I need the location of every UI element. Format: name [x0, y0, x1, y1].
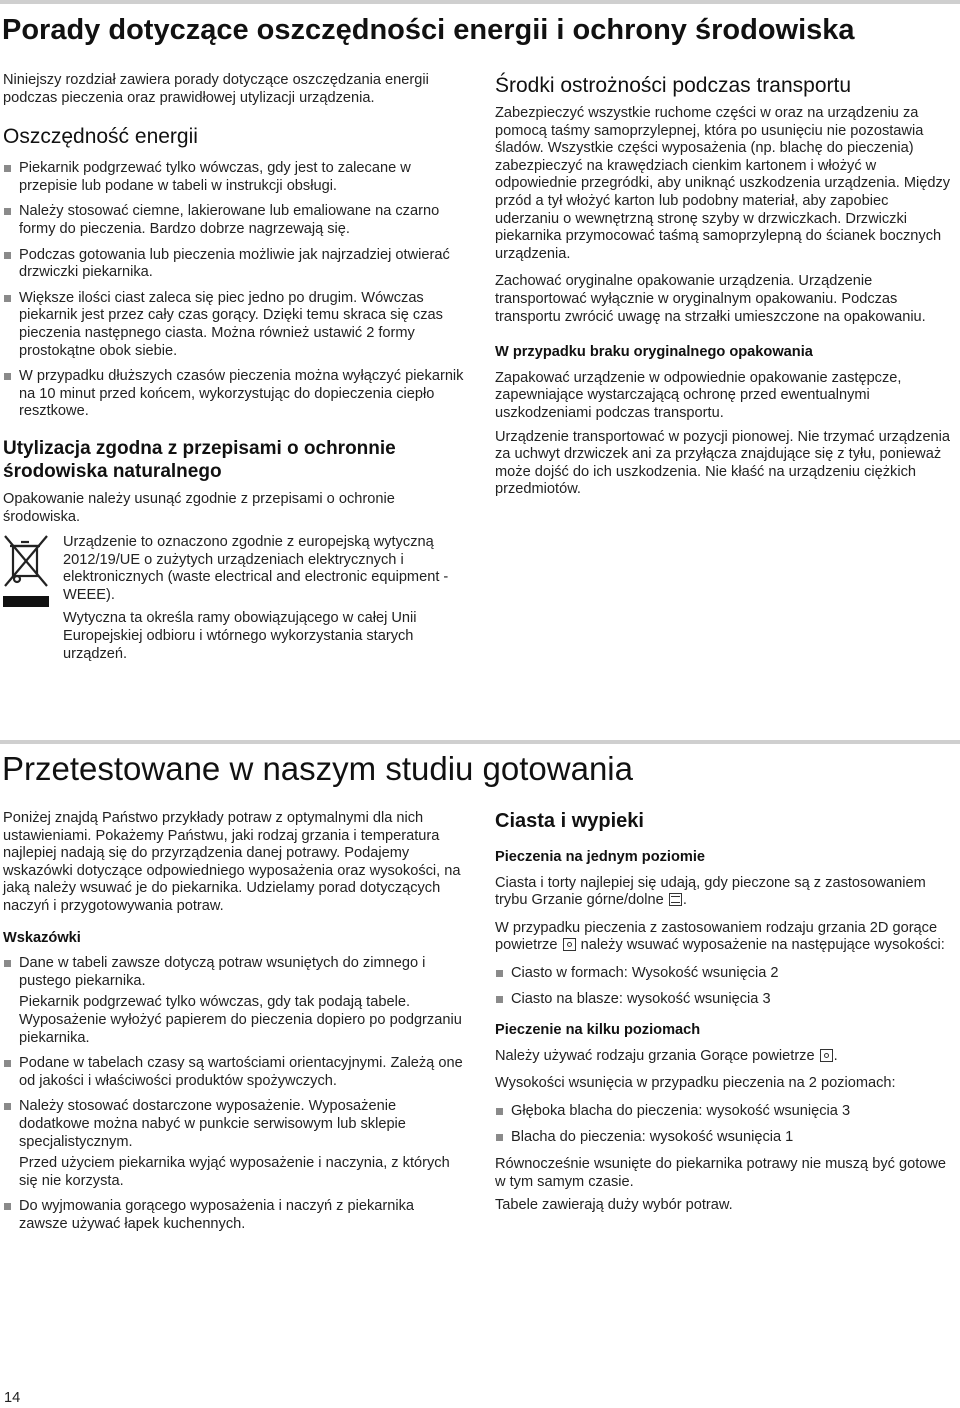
list-item: Należy stosować ciemne, lakierowane lub emaliowane na czarno formy do pieczenia. Bardzo dobrze nagrzewają się. [3, 203, 465, 238]
bullet-square-icon [4, 960, 11, 967]
heading-energy-saving: Oszczędność energii [3, 125, 198, 149]
subheading-multi-level: Pieczenie na kilku poziomach [495, 1022, 701, 1039]
heading-disposal: Utylizacja zgodna z przepisami o ochronnie środowiska naturalnego [3, 437, 396, 482]
bullet-square-icon [4, 165, 11, 172]
hot-air-fan-icon [563, 938, 576, 951]
bullet-square-icon [4, 1203, 11, 1210]
top-rule [0, 0, 960, 4]
bullet-square-icon [496, 1134, 503, 1141]
list-item: Ciasto w formach: Wysokość wsunięcia 2 [495, 965, 955, 983]
transport-paragraph-1: Zabezpieczyć wszystkie ruchome części w oraz na urządzeniu za pomocą taśmy samoprzylepnej, która po usunięciu nie pozostawia śladów. Wszystkie części wyposażenia (np. blachę do pieczenia) zabezpieczyć na krawędziach cienkim kartonem i włożyć w odpowiednie przegródki, aby uniknąć uszkodzenia urządzenia. Między przód a tył włożyć karton lub podobny materiał, aby zapobiec uderzaniu o wewnętrzną stronę szyby w drzwiczkach. Drzwiczki piekarnika przymocować taśmą samoprzylepną do ścianek bocznych urządzenia. [495, 105, 951, 262]
cakes-paragraph-1: Ciasta i torty najlepiej się udają, gdy pieczone są z zastosowaniem trybu Grzanie górne/dolne . [495, 874, 926, 909]
top-bottom-heat-icon [669, 893, 682, 906]
bullet-square-icon [4, 252, 11, 259]
left-column-section2 [3, 810, 465, 1241]
subheading-single-level: Pieczenia na jednym poziomie [495, 849, 706, 865]
list-item: Należy stosować dostarczone wyposażenie. Wyposażenie dodatkowe można nabyć w punkcie serwisowym lub sklepie specjalistycznym. Przed użyciem piekarnika wyjąć wyposażenie i naczynia, z których się nie korzysta. [3, 1098, 465, 1190]
list-item: Piekarnik podgrzewać tylko wówczas, gdy jest to zalecane w przepisie lub podane w tabeli w instrukcji obsługi. [3, 160, 465, 195]
list-item: Podczas gotowania lub pieczenia możliwie jak najrzadziej otwierać drzwiczki piekarnika. [3, 247, 465, 282]
list-item: Blacha do pieczenia: wysokość wsunięcia 1 [495, 1129, 955, 1147]
test-kitchen-intro: Poniżej znajdą Państwo przykłady potraw z optymalnymi dla nich ustawieniami. Pokażemy Państwu, jaki rodzaj grzania i temperatura najlepiej nadają się do przyrządzenia danej potrawy. Podajemy wskazówki dotyczące odpowiedniego wyposażenia oraz wysokości, na jaką należy wsuwać je do piekarnika. Udzielamy porad dotyczących naczyń i przygotowywania potraw. [3, 810, 461, 914]
bullet-square-icon [4, 1103, 11, 1110]
page-number: 14 [4, 1390, 21, 1406]
bullet-square-icon [496, 996, 503, 1003]
list-item: Do wyjmowania gorącego wyposażenia i naczyń z piekarnika zawsze używać łapek kuchennych. [3, 1198, 465, 1233]
weee-block [3, 534, 465, 669]
section-title-test-kitchen: Przetestowane w naszym studiu gotowania [2, 750, 633, 787]
weee-paragraph-2: Wytyczna ta określa ramy obowiązującego w całej Unii Europejskiej odbioru i wtórnego wykorzystania starych urządzeń. [63, 610, 417, 662]
single-level-heights-list [495, 965, 955, 1008]
weee-text [63, 534, 465, 669]
intro-paragraph: Niniejszy rozdział zawiera porady dotyczące oszczędzania energii podczas pieczenia oraz prawidłowej utylizacji urządzenia. [3, 72, 429, 106]
right-column-section2 [495, 810, 955, 1221]
subheading-no-original-packaging: W przypadku braku oryginalnego opakowania [495, 344, 813, 361]
cakes-paragraph-5: Równocześnie wsunięte do piekarnika potrawy nie muszą być gotowe w tym samym czasie. [495, 1156, 947, 1190]
bullet-square-icon [496, 1108, 503, 1115]
list-item: Ciasto na blasze: wysokość wsunięcia 3 [495, 991, 955, 1009]
disposal-paragraph: Opakowanie należy usunąć zgodnie z przepisami o ochronie środowiska. [3, 490, 395, 525]
bullet-square-icon [4, 208, 11, 215]
weee-paragraph-1: Urządzenie to oznaczono zgodnie z europejską wytyczną 2012/19/UE o zużytych urządzeniach elektrycznych i elektronicznych (waste electrical and electronic equipment - WEEE). [63, 534, 449, 603]
transport-paragraph-3: Zapakować urządzenie w odpowiednie opakowanie zastępcze, zapewniające wystarczającą ochronę przed ewentualnymi uszkodzeniami podczas transportu. [495, 369, 902, 421]
list-item: W przypadku dłuższych czasów pieczenia można wyłączyć piekarnik na 10 minut przed końcem, wykorzystując do dopieczenia ciepło resztkowe. [3, 368, 465, 421]
cakes-paragraph-6: Tabele zawierają duży wybór potraw. [495, 1197, 733, 1214]
heading-cakes-pastries: Ciasta i wypieki [495, 810, 644, 832]
right-column-section1 [495, 74, 955, 505]
bullet-square-icon [4, 295, 11, 302]
list-item: Większe ilości ciast zaleca się piec jedno po drugim. Wówczas piekarnik jest przez cały czas gorący. Dzięki temu skraca się czas pieczenia następnego ciasta. Można również ustawić 2 formy prostokątne obok siebie. [3, 290, 465, 360]
section-title-energy-environment: Porady dotyczące oszczędności energii i ochrony środowiska [2, 14, 855, 46]
list-item: Podane w tabelach czasy są wartościami orientacyjnymi. Zależą one od jakości i właściwości produktów spożywczych. [3, 1055, 465, 1090]
bullet-square-icon [4, 373, 11, 380]
bullet-square-icon [496, 970, 503, 977]
list-item: Głęboka blacha do pieczenia: wysokość wsunięcia 3 [495, 1103, 955, 1121]
bullet-square-icon [4, 1060, 11, 1067]
energy-bullet-list [3, 160, 465, 421]
hot-air-fan-icon [820, 1049, 833, 1062]
transport-paragraph-4: Urządzenie transportować w pozycji pionowej. Nie trzymać urządzenia za uchwyt drzwiczek ani za przyłącza znajdujące się z tyłu, ponieważ może dojść do ich uszkodzenia. Nie kłaść na urządzeniu ciężkich przedmiotów. [495, 428, 951, 498]
heading-tips: Wskazówki [3, 929, 81, 946]
transport-paragraph-2: Zachować oryginalne opakowanie urządzenia. Urządzenie transportować wyłącznie w oryginalnym opakowaniu. Podczas transportu zwrócić uwagę na strzałki umieszczone na opakowaniu. [495, 273, 926, 325]
cakes-paragraph-3: Należy używać rodzaju grzania Gorące powietrze . [495, 1047, 838, 1064]
list-item: Dane w tabeli zawsze dotyczą potraw wsuniętych do zimnego i pustego piekarnika. Piekarnik podgrzewać tylko wówczas, gdy tak podają tabele. Wyposażenie wyłożyć papierem do pieczenia dopiero po podgrzaniu piekarnika. [3, 955, 465, 1047]
cakes-paragraph-2: W przypadku pieczenia z zastosowaniem rodzaju grzania 2D gorące powietrze należy wsuwać wyposażenie na następujące wysokości: [495, 919, 945, 954]
multi-level-heights-list [495, 1103, 955, 1146]
left-column-section1 [3, 72, 465, 669]
crossed-out-wheelie-bin-icon [3, 534, 49, 669]
heading-transport: Środki ostrożności podczas transportu [495, 74, 852, 97]
cakes-paragraph-4: Wysokości wsunięcia w przypadku pieczenia na 2 poziomach: [495, 1075, 896, 1092]
tips-bullet-list [3, 955, 465, 1233]
section-divider-rule [0, 740, 960, 744]
